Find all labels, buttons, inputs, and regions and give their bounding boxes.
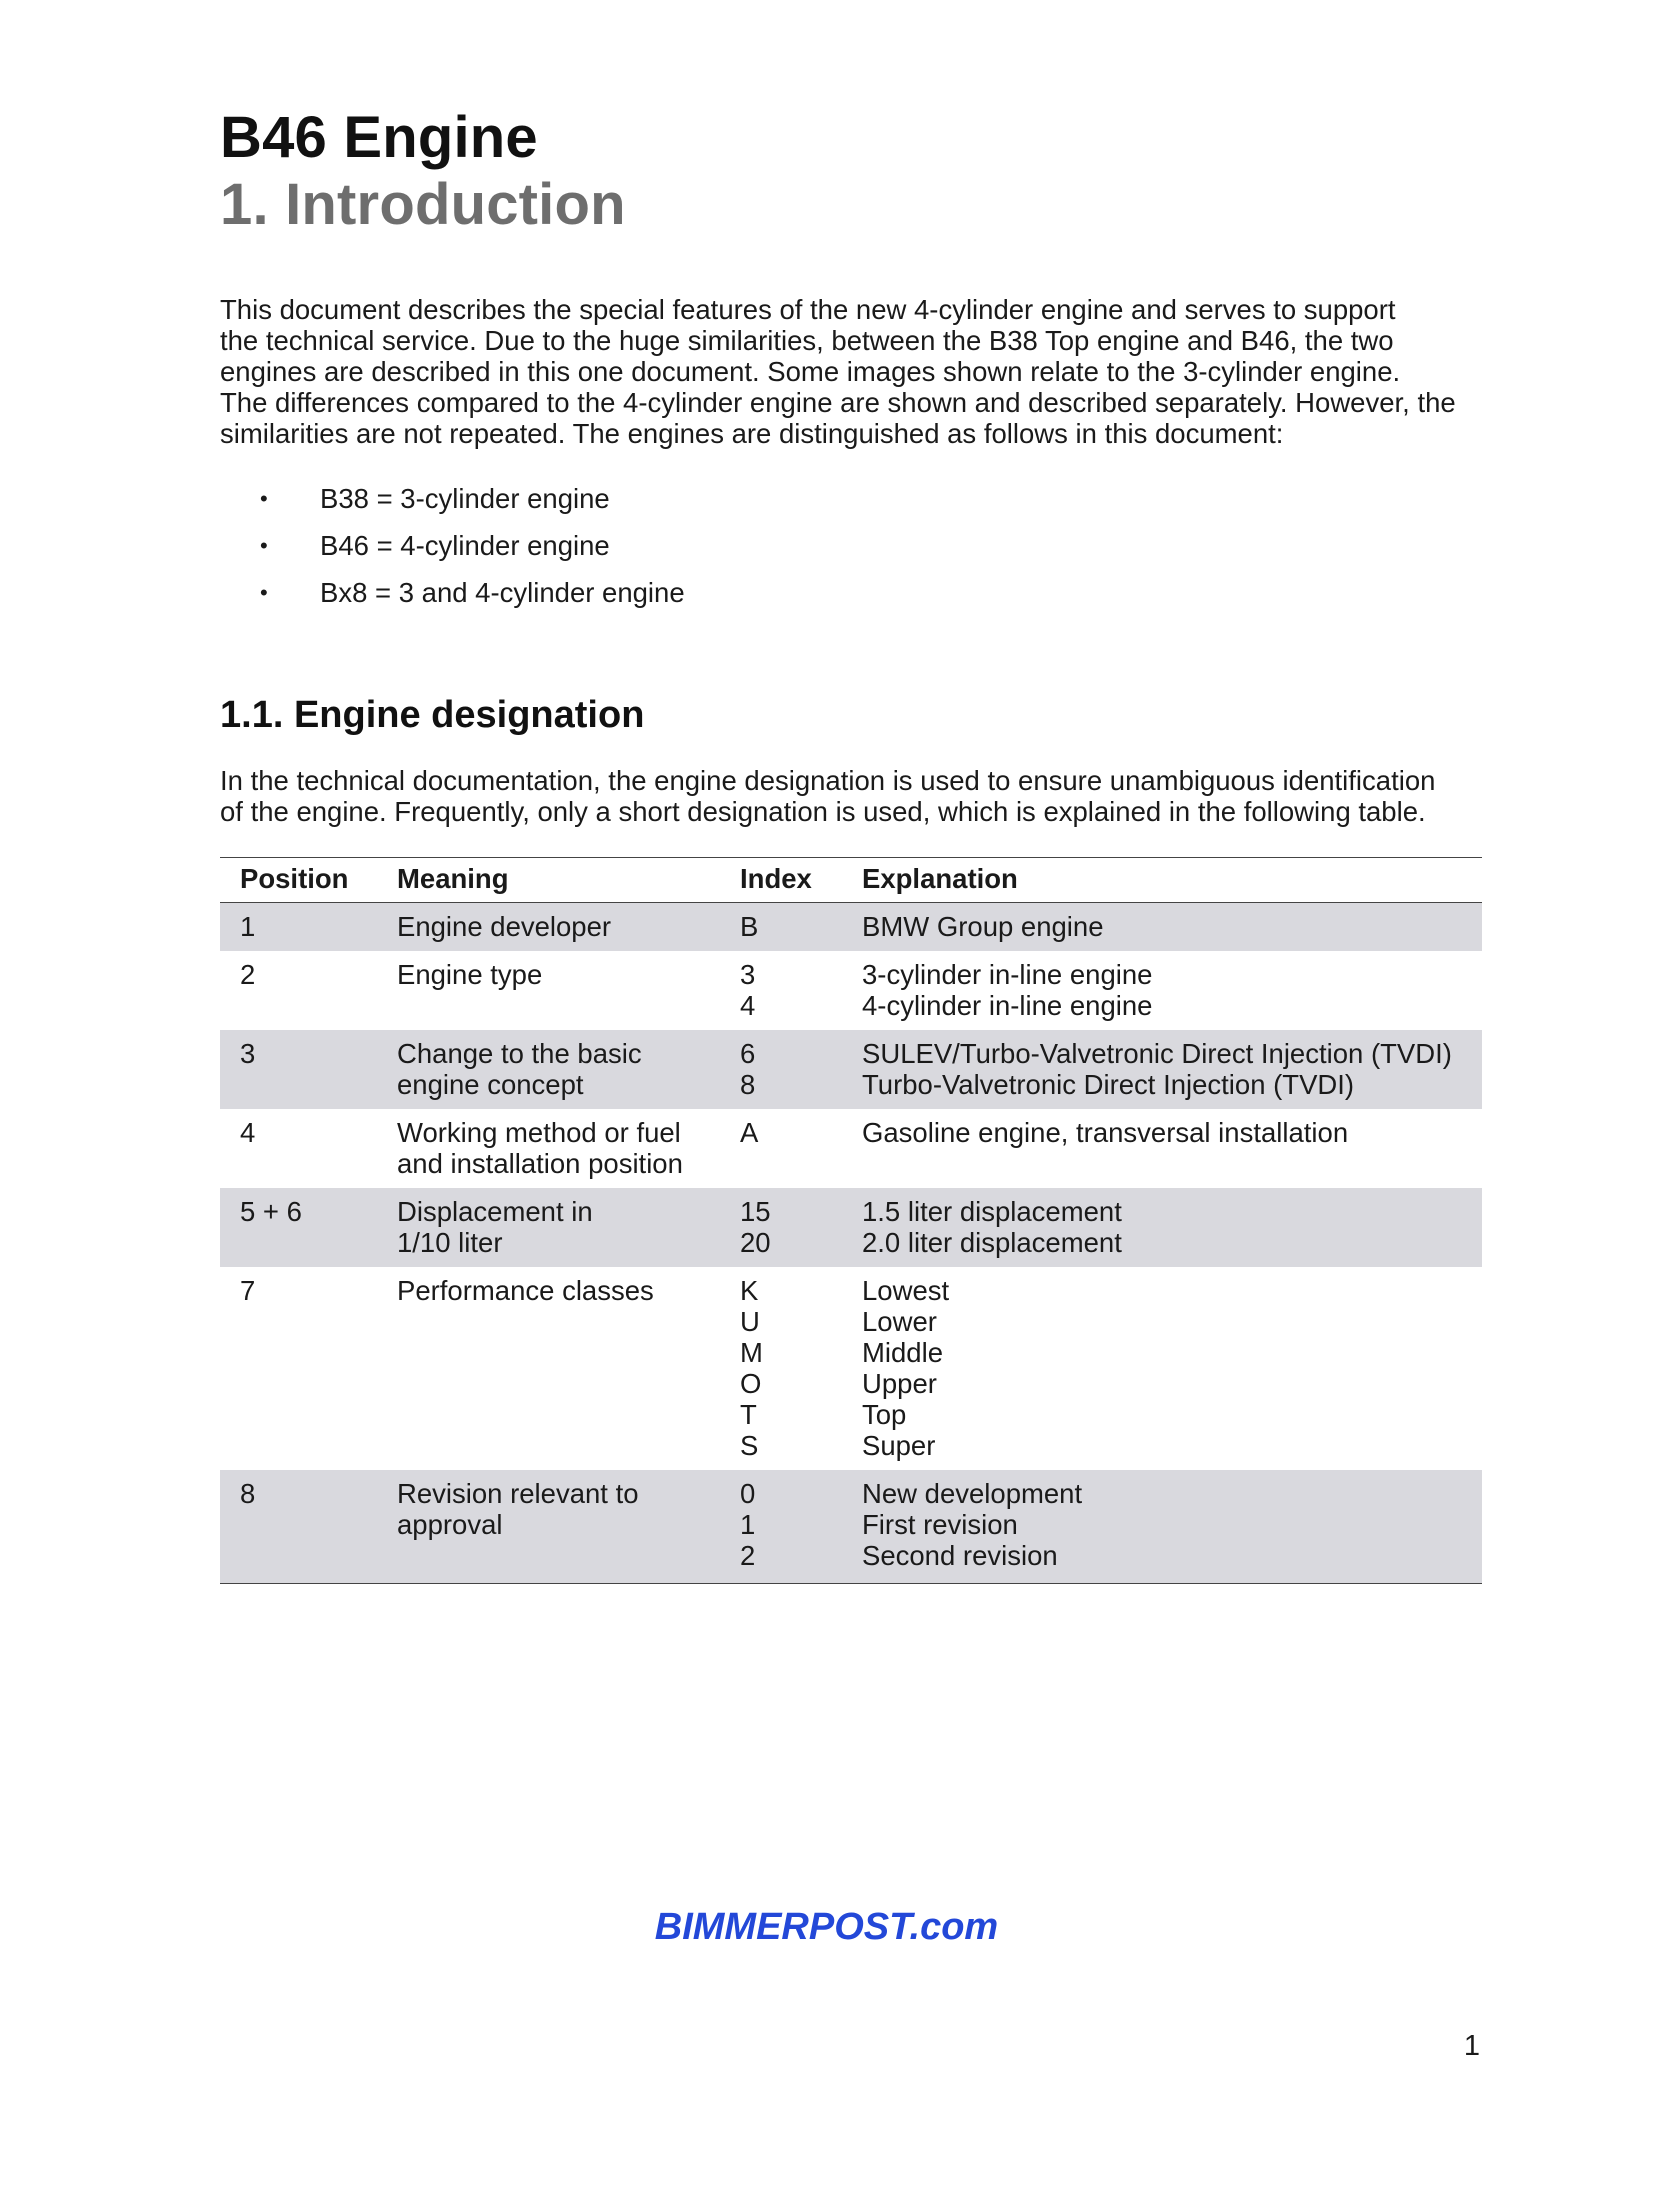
intro-line: The differences compared to the 4-cylinder engine are shown and described separately. However, the xyxy=(220,387,1456,419)
cell-meaning xyxy=(397,951,740,1030)
cell-meaning-line: and installation position xyxy=(397,1148,683,1180)
cell-meaning xyxy=(397,1188,740,1267)
cell-meaning-line: Engine developer xyxy=(397,911,612,943)
cell-index xyxy=(740,1267,862,1470)
cell-meaning xyxy=(397,1109,740,1188)
bullet-dot-icon: • xyxy=(260,533,268,559)
cell-explanation xyxy=(862,1470,1482,1584)
cell-explanation-line: Upper xyxy=(862,1368,937,1400)
cell-meaning-line: Displacement in xyxy=(397,1196,593,1228)
page-number: 1 xyxy=(1463,2030,1480,2062)
cell-explanation-line: 2.0 liter displacement xyxy=(862,1227,1122,1259)
cell-index-line: 3 xyxy=(740,959,756,991)
intro-line: This document describes the special features of the new 4-cylinder engine and serves to support xyxy=(220,294,1396,326)
cell-position: 5 + 6 xyxy=(220,1188,397,1267)
section-line: of the engine. Frequently, only a short designation is used, which is explained in the following table. xyxy=(220,796,1426,828)
cell-index-line: 8 xyxy=(740,1069,756,1101)
cell-index-line: 4 xyxy=(740,990,756,1022)
bullet-dot-icon: • xyxy=(260,486,268,512)
cell-index-line: 1 xyxy=(740,1509,756,1541)
cell-explanation-line: Lower xyxy=(862,1306,937,1338)
cell-explanation-line: Middle xyxy=(862,1337,944,1369)
cell-meaning-line: engine concept xyxy=(397,1069,584,1101)
cell-meaning-line: Revision relevant to xyxy=(397,1478,639,1510)
bullet-text: B46 = 4-cylinder engine xyxy=(320,530,610,562)
table-row xyxy=(220,1267,1482,1470)
cell-explanation-line: First revision xyxy=(862,1509,1018,1541)
header-meaning: Meaning xyxy=(397,858,740,903)
header-index: Index xyxy=(740,858,862,903)
cell-index xyxy=(740,903,862,952)
cell-explanation xyxy=(862,1030,1482,1109)
engine-designation-table xyxy=(220,857,1482,1584)
header-position: Position xyxy=(220,858,397,903)
cell-index-line: 20 xyxy=(740,1227,771,1259)
cell-index-line: B xyxy=(740,911,759,943)
cell-meaning xyxy=(397,1470,740,1584)
cell-explanation-line: SULEV/Turbo-Valvetronic Direct Injection (TVDI) xyxy=(862,1038,1452,1070)
cell-explanation xyxy=(862,1188,1482,1267)
cell-meaning xyxy=(397,903,740,952)
table-row xyxy=(220,1109,1482,1188)
cell-index-line: A xyxy=(740,1117,759,1149)
section-line: In the technical documentation, the engine designation is used to ensure unambiguous identification xyxy=(220,765,1436,797)
table-body xyxy=(220,903,1482,1584)
cell-index-line: 0 xyxy=(740,1478,756,1510)
cell-meaning-line: 1/10 liter xyxy=(397,1227,503,1259)
cell-explanation-line: 3-cylinder in-line engine xyxy=(862,959,1153,991)
table-row xyxy=(220,1470,1482,1584)
cell-explanation-line: BMW Group engine xyxy=(862,911,1104,943)
cell-explanation-line: Lowest xyxy=(862,1275,950,1307)
document-page xyxy=(220,105,1482,1584)
cell-index-line: 2 xyxy=(740,1540,756,1572)
cell-meaning-line: Change to the basic xyxy=(397,1038,642,1070)
cell-index-line: U xyxy=(740,1306,760,1338)
cell-index-line: O xyxy=(740,1368,762,1400)
bullet-item xyxy=(220,530,1482,577)
cell-index xyxy=(740,951,862,1030)
section-title: 1.1. Engine designation xyxy=(220,694,645,737)
cell-index xyxy=(740,1470,862,1584)
table-row xyxy=(220,903,1482,952)
intro-line: similarities are not repeated. The engines are distinguished as follows in this document: xyxy=(220,418,1284,450)
cell-position: 3 xyxy=(220,1030,397,1109)
chapter-title: 1. Introduction xyxy=(220,171,626,237)
cell-explanation-line: Second revision xyxy=(862,1540,1058,1572)
cell-explanation-line: Gasoline engine, transversal installation xyxy=(862,1117,1349,1149)
cell-index xyxy=(740,1188,862,1267)
cell-meaning xyxy=(397,1267,740,1470)
cell-explanation xyxy=(862,903,1482,952)
cell-explanation-line: Top xyxy=(862,1399,907,1431)
cell-position: 8 xyxy=(220,1470,397,1584)
cell-explanation-line: Super xyxy=(862,1430,936,1462)
bullet-dot-icon: • xyxy=(260,580,268,606)
table-row xyxy=(220,1188,1482,1267)
cell-position: 1 xyxy=(220,903,397,952)
cell-position: 2 xyxy=(240,959,256,991)
cell-index-line: T xyxy=(740,1399,757,1431)
cell-position: 7 xyxy=(240,1275,256,1307)
cell-meaning-line: approval xyxy=(397,1509,503,1541)
cell-meaning-line: Performance classes xyxy=(397,1275,654,1307)
header-explanation: Explanation xyxy=(862,858,1482,903)
cell-index-line: 15 xyxy=(740,1196,771,1228)
cell-position: 4 xyxy=(240,1117,256,1149)
cell-explanation xyxy=(862,951,1482,1030)
cell-index-line: K xyxy=(740,1275,759,1307)
cell-explanation-line: 1.5 liter displacement xyxy=(862,1196,1122,1228)
cell-explanation xyxy=(862,1109,1482,1188)
bullet-item xyxy=(220,483,1482,530)
table-row xyxy=(220,1030,1482,1109)
bullet-item xyxy=(220,577,1482,624)
cell-explanation-line: Turbo-Valvetronic Direct Injection (TVDI) xyxy=(862,1069,1355,1101)
cell-index-line: S xyxy=(740,1430,759,1462)
cell-explanation xyxy=(862,1267,1482,1470)
table-header-row xyxy=(220,858,1482,903)
intro-line: engines are described in this one document. Some images shown relate to the 3-cylinder engine. xyxy=(220,356,1401,388)
cell-explanation-line: 4-cylinder in-line engine xyxy=(862,990,1153,1022)
cell-meaning-line: Engine type xyxy=(397,959,543,991)
section-paragraph xyxy=(220,765,1482,827)
cell-index xyxy=(740,1109,862,1188)
intro-line: the technical service. Due to the huge similarities, between the B38 Top engine and B46, the two xyxy=(220,325,1394,357)
cell-explanation-line: New development xyxy=(862,1478,1083,1510)
intro-paragraph xyxy=(220,294,1482,449)
cell-index-line: M xyxy=(740,1337,763,1369)
cell-meaning xyxy=(397,1030,740,1109)
bullet-text: Bx8 = 3 and 4-cylinder engine xyxy=(320,577,685,609)
cell-index xyxy=(740,1030,862,1109)
watermark-text: BIMMERPOST.com xyxy=(654,1906,999,1948)
engine-bullet-list xyxy=(220,483,1482,624)
cell-meaning-line: Working method or fuel xyxy=(397,1117,681,1149)
document-title: B46 Engine xyxy=(220,105,538,170)
table-row xyxy=(220,951,1482,1030)
bullet-text: B38 = 3-cylinder engine xyxy=(320,483,610,515)
cell-index-line: 6 xyxy=(740,1038,756,1070)
